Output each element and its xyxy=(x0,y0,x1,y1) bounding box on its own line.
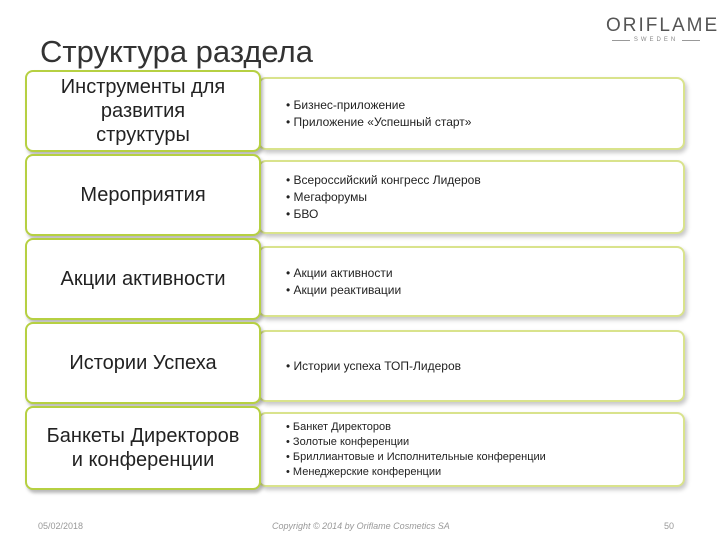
category-label: Мероприятия xyxy=(80,184,206,206)
category-box-tools xyxy=(25,70,261,152)
oriflame-logo xyxy=(606,15,720,44)
footer-date: 05/02/2018 xyxy=(38,521,84,531)
logo-rule-right xyxy=(682,40,700,41)
logo-wordmark: ORIFLAME xyxy=(606,15,720,36)
items-box-activity xyxy=(258,246,685,317)
list-item: • Акции реактивации xyxy=(286,282,401,299)
item-list xyxy=(286,97,471,131)
list-item: • Истории успеха ТОП-Лидеров xyxy=(286,358,461,375)
category-label-line: структуры xyxy=(96,124,190,146)
category-label-line: Инструменты для xyxy=(60,76,226,98)
item-list xyxy=(286,265,401,299)
items-box-success xyxy=(258,330,685,402)
list-item: • Золотые конференции xyxy=(286,435,546,450)
category-label: Акции активности xyxy=(60,268,226,290)
items-box-events xyxy=(258,160,685,234)
items-box-tools xyxy=(258,77,685,150)
item-list xyxy=(286,358,461,375)
logo-sub-text: SWEDEN xyxy=(633,37,679,43)
category-label: Истории Успеха xyxy=(69,352,217,374)
list-item: • Банкет Директоров xyxy=(286,420,546,435)
category-box-activity xyxy=(25,238,261,320)
category-box-success xyxy=(25,322,261,404)
list-item: • Мегафорумы xyxy=(286,189,481,206)
list-item: • Менеджерские конференции xyxy=(286,465,546,480)
list-item: • Бизнес-приложение xyxy=(286,97,471,114)
logo-subtitle xyxy=(606,36,706,44)
category-label-line: развития xyxy=(100,100,186,122)
list-item: • Акции активности xyxy=(286,265,401,282)
category-box-events xyxy=(25,154,261,236)
category-box-banquets xyxy=(25,406,261,490)
category-label-line: Банкеты Директоров xyxy=(46,425,240,447)
page-number: 50 xyxy=(664,521,675,531)
list-item: • Всероссийский конгресс Лидеров xyxy=(286,172,481,189)
list-item: • Приложение «Успешный старт» xyxy=(286,114,471,131)
logo-rule-left xyxy=(612,40,630,41)
category-label xyxy=(47,424,240,472)
footer-copyright: Copyright © 2014 by Oriflame Cosmetics SA xyxy=(272,521,450,531)
category-label xyxy=(61,75,225,147)
item-list xyxy=(286,420,546,480)
item-list xyxy=(286,172,481,223)
category-label-line: и конференции xyxy=(71,449,215,471)
slide-title: Структура раздела xyxy=(40,34,313,69)
items-box-banquets xyxy=(258,412,685,487)
list-item: • БВО xyxy=(286,206,481,223)
list-item: • Бриллиантовые и Исполнительные конференции xyxy=(286,450,546,465)
